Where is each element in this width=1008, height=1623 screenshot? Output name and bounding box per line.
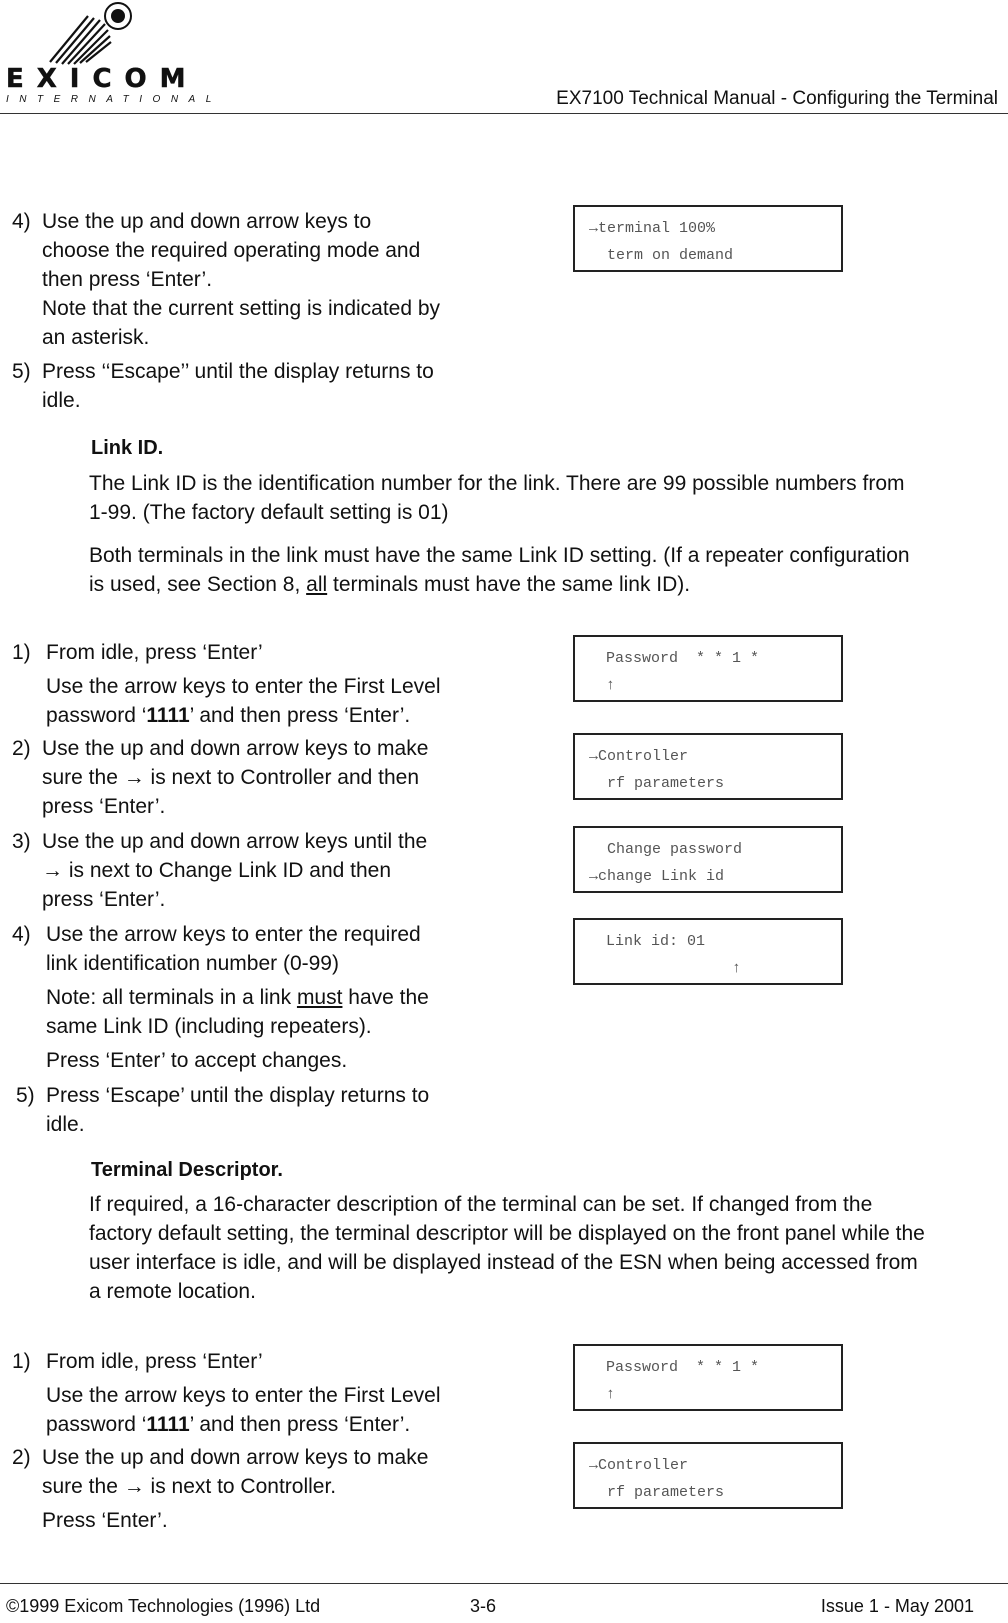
- lcd-display-link-id: [573, 918, 843, 985]
- step-line: Use the up and down arrow keys to: [42, 210, 372, 233]
- lcd-line: →Controller: [589, 1457, 689, 1474]
- step-line: same Link ID (including repeaters).: [46, 1015, 372, 1038]
- step-line: Press ‘Enter’.: [42, 1509, 168, 1532]
- para-line: a remote location.: [89, 1280, 256, 1303]
- footer-page-number: 3-6: [470, 1596, 497, 1616]
- footer-rule: [0, 1583, 1008, 1584]
- step-line: [46, 701, 410, 730]
- para-text: terminals must have the same link ID).: [327, 573, 691, 596]
- lcd-line: →terminal 100%: [589, 220, 716, 237]
- step-number: 5): [16, 1084, 35, 1107]
- step-line: From idle, press ‘Enter’: [46, 1350, 263, 1373]
- lcd-line: term on demand: [589, 247, 734, 264]
- step-number: 2): [12, 1446, 31, 1469]
- password-value: 1111: [146, 1413, 190, 1436]
- lcd-line: rf parameters: [589, 775, 725, 792]
- step-number: 2): [12, 737, 31, 760]
- step-line: [46, 983, 429, 1012]
- para-line: user interface is idle, and will be displayed instead of the ESN when being accessed from: [89, 1251, 918, 1274]
- step-number: 4): [12, 923, 31, 946]
- step-line: sure the → is next to Controller.: [42, 1475, 337, 1498]
- step-line: link identification number (0-99): [46, 952, 339, 975]
- step-emphasis: must: [296, 986, 343, 1009]
- lcd-line: →Controller: [589, 748, 689, 765]
- step-text: password ‘: [46, 1413, 147, 1436]
- para-text: is used, see Section 8,: [89, 573, 307, 596]
- step-line: an asterisk.: [42, 326, 150, 349]
- step-line: → is next to Change Link ID and then: [42, 859, 392, 882]
- step-line: then press ‘Enter’.: [42, 268, 213, 291]
- lcd-line: Password * * 1 *: [606, 1359, 760, 1376]
- footer-issue: Issue 1 - May 2001: [820, 1596, 974, 1616]
- lcd-line: Link id: 01: [606, 933, 706, 950]
- step-text: have the: [342, 986, 429, 1009]
- lcd-line: Change password: [589, 841, 743, 858]
- section-heading-terminal-descriptor: Terminal Descriptor.: [91, 1159, 283, 1181]
- step-line: From idle, press ‘Enter’: [46, 641, 263, 664]
- exicom-logo: [4, 0, 222, 108]
- step-number: 1): [12, 1350, 31, 1373]
- para-emphasis: all: [306, 573, 328, 596]
- step-line: Use the up and down arrow keys until the: [42, 830, 428, 853]
- password-value: 1111: [146, 704, 190, 727]
- step-line: Press ‘‘Escape’’ until the display returns to: [42, 360, 434, 383]
- step-text: ’ and then press ‘Enter’.: [189, 1413, 411, 1436]
- step-line: Use the arrow keys to enter the First Level: [46, 675, 441, 698]
- header-rule: [0, 113, 1008, 114]
- step-number: 4): [12, 210, 31, 233]
- lcd-display-controller: [573, 733, 843, 800]
- step-text: Note: all terminals in a link: [46, 986, 297, 1009]
- globe-logo-icon: [4, 0, 174, 70]
- terminal-descriptor-para: [89, 1190, 1003, 1306]
- step-number: 5): [12, 360, 31, 383]
- step-line: Press ‘Enter’ to accept changes.: [46, 1049, 348, 1072]
- step-line: idle.: [46, 1113, 85, 1136]
- para-line: factory default setting, the terminal descriptor will be displayed on the front panel while the: [89, 1222, 925, 1245]
- lcd-display-controller-2: [573, 1442, 843, 1509]
- para-line: The Link ID is the identification number for the link. There are 99 possible numbers from: [89, 472, 905, 495]
- lcd-line: ↑: [606, 1386, 616, 1403]
- step-line: Press ‘Escape’ until the display returns to: [46, 1084, 430, 1107]
- step-line: Note that the current setting is indicated by: [42, 297, 441, 320]
- step-text: password ‘: [46, 704, 147, 727]
- lcd-line: rf parameters: [589, 1484, 725, 1501]
- lcd-line: ↑: [606, 677, 616, 694]
- step-line: Use the up and down arrow keys to make: [42, 737, 429, 760]
- logo-subtext: INTERNATIONAL: [6, 94, 222, 105]
- para-line: If required, a 16-character description of the terminal can be set. If changed from the: [89, 1193, 873, 1216]
- section-heading-link-id: Link ID.: [91, 437, 164, 459]
- step-line: [46, 1410, 410, 1439]
- step-line: press ‘Enter’.: [42, 795, 166, 818]
- header-title: EX7100 Technical Manual - Configuring the Terminal: [556, 88, 998, 109]
- step-line: Use the arrow keys to enter the required: [46, 923, 421, 946]
- footer-copyright: ©1999 Exicom Technologies (1996) Ltd: [6, 1596, 321, 1616]
- lcd-display-change-link: [573, 826, 843, 893]
- para-line: 1-99. (The factory default setting is 01): [89, 501, 449, 524]
- step-line: choose the required operating mode and: [42, 239, 421, 262]
- lcd-line: →change Link id: [589, 868, 725, 885]
- link-id-para-2: [89, 541, 1003, 599]
- link-id-para-1: [89, 469, 1003, 527]
- para-line: Both terminals in the link must have the same Link ID setting. (If a repeater configuration: [89, 544, 910, 567]
- logo-text: EXICOM: [6, 64, 199, 94]
- step-line: Use the arrow keys to enter the First Level: [46, 1384, 441, 1407]
- step-line: sure the → is next to Controller and then: [42, 766, 420, 789]
- lcd-line: ↑: [606, 960, 742, 977]
- step-line: press ‘Enter’.: [42, 888, 166, 911]
- lcd-display-mode: [573, 205, 843, 272]
- step-text: ’ and then press ‘Enter’.: [189, 704, 411, 727]
- step-number: 1): [12, 641, 31, 664]
- lcd-display-password: [573, 635, 843, 702]
- lcd-display-password-2: [573, 1344, 843, 1411]
- step-number: 3): [12, 830, 31, 853]
- step-line: Use the up and down arrow keys to make: [42, 1446, 429, 1469]
- lcd-line: Password * * 1 *: [606, 650, 760, 667]
- step-line: idle.: [42, 389, 81, 412]
